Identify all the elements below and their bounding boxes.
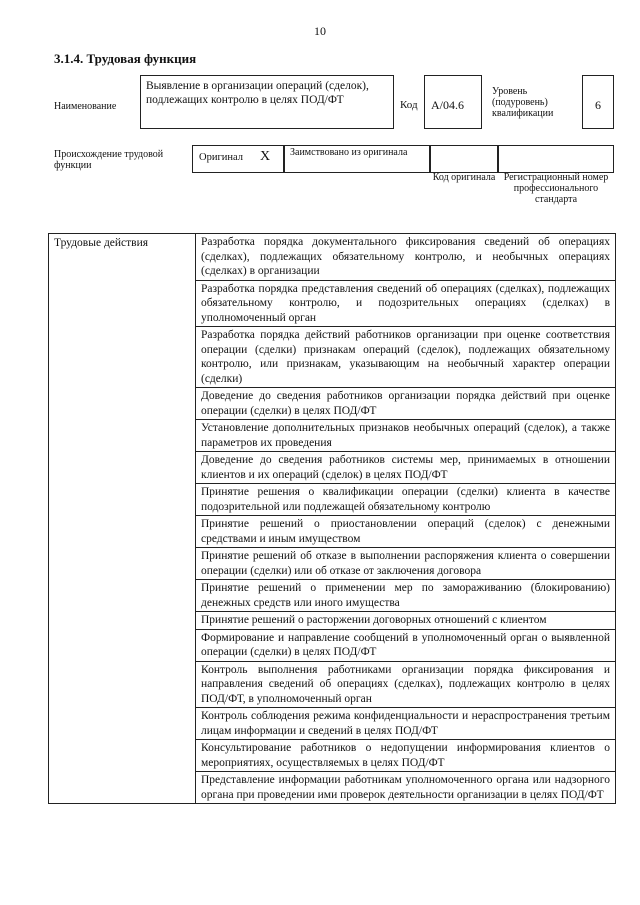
code-original-label: Код оригинала xyxy=(432,172,496,183)
original-cell xyxy=(192,145,284,173)
section-title: 3.1.4. Трудовая функция xyxy=(54,51,197,66)
work-action-item: Установление дополнительных признаков необычных операций (сделок), а также параметров их проведения xyxy=(196,420,616,452)
level-value: 6 xyxy=(582,75,614,129)
work-action-item: Контроль соблюдения режима конфиденциальности и нераспространения третьим лицам информации и сведений в целях ПОД/ФТ xyxy=(196,708,616,740)
work-action-item: Принятие решений о применении мер по замораживанию (блокированию) денежных средств или иного имущества xyxy=(196,580,616,612)
work-action-item: Доведение до сведения работников системы мер, принимаемых в отношении клиентов и их операций (сделок) в целях ПОД/ФТ xyxy=(196,452,616,484)
work-action-item: Представление информации работникам уполномоченного органа или надзорного органа при проведении ими проверок деятельности организации в целях ПОД/ФТ xyxy=(196,772,616,804)
work-action-item: Разработка порядка представления сведений об операциях (сделках), подлежащих обязательному контролю, и подозрительных операциях (сделках) в уполномоченный орган xyxy=(196,280,616,327)
work-action-item: Формирование и направление сообщений в уполномоченный орган о выявленной операции (сделки) в целях ПОД/ФТ xyxy=(196,629,616,661)
page-number: 10 xyxy=(314,24,326,38)
work-action-item: Доведение до сведения работников организации порядка действий при оценке операции (сделки) в целях ПОД/ФТ xyxy=(196,388,616,420)
work-action-item: Принятие решений об отказе в выполнении распоряжения клиента о совершении операции (сделки) или об отказе от заключения договора xyxy=(196,548,616,580)
code-value: А/04.6 xyxy=(424,75,482,129)
work-actions-table xyxy=(48,233,616,804)
work-action-item: Разработка порядка действий работников организации при оценке соответствия операции (сделки) признакам операций (сделок), подлежащих обязательному контролю, или признакам, указывающим на необычный характер операции (сделки) xyxy=(196,327,616,388)
code-original-cell xyxy=(430,145,498,173)
name-value: Выявление в организации операций (сделок), подлежащих контролю в целях ПОД/ФТ xyxy=(140,75,394,129)
work-action-item: Контроль выполнения работниками организации порядка фиксирования и направления сведений об операциях (сделках), подлежащих контролю в целях ПОД/ФТ, в уполномоченный орган xyxy=(196,661,616,708)
reg-number-label: Регистрационный номер профессионального стандарта xyxy=(503,172,609,205)
name-label: Наименование xyxy=(54,101,117,112)
table-row xyxy=(49,234,616,281)
original-label: Оригинал xyxy=(199,152,243,163)
borrowed-label: Заимствовано из оригинала xyxy=(284,145,430,173)
level-label: Уровень (подуровень) квалификации xyxy=(492,86,554,119)
work-action-item: Принятие решения о квалификации операции (сделки) клиента в качестве подозрительной или подлежащей обязательному контролю xyxy=(196,484,616,516)
work-action-item: Разработка порядка документального фиксирования сведений об операциях (сделках), подлежащих обязательному контролю, и необычных операциях (сделках) в организации xyxy=(196,234,616,281)
origin-label: Происхождение трудовой функции xyxy=(54,149,164,171)
work-action-item: Консультирование работников о недопущении информирования клиентов о мероприятиях, осуществляемых в целях ПОД/ФТ xyxy=(196,740,616,772)
work-action-item: Принятие решений о расторжении договорных отношений с клиентом xyxy=(196,612,616,630)
reg-number-cell xyxy=(498,145,614,173)
work-actions-label: Трудовые действия xyxy=(49,234,196,804)
code-label: Код xyxy=(400,99,418,111)
work-action-item: Принятие решений о приостановлении операций (сделок) с денежными средствами и иным имуществом xyxy=(196,516,616,548)
original-mark: X xyxy=(260,149,271,164)
